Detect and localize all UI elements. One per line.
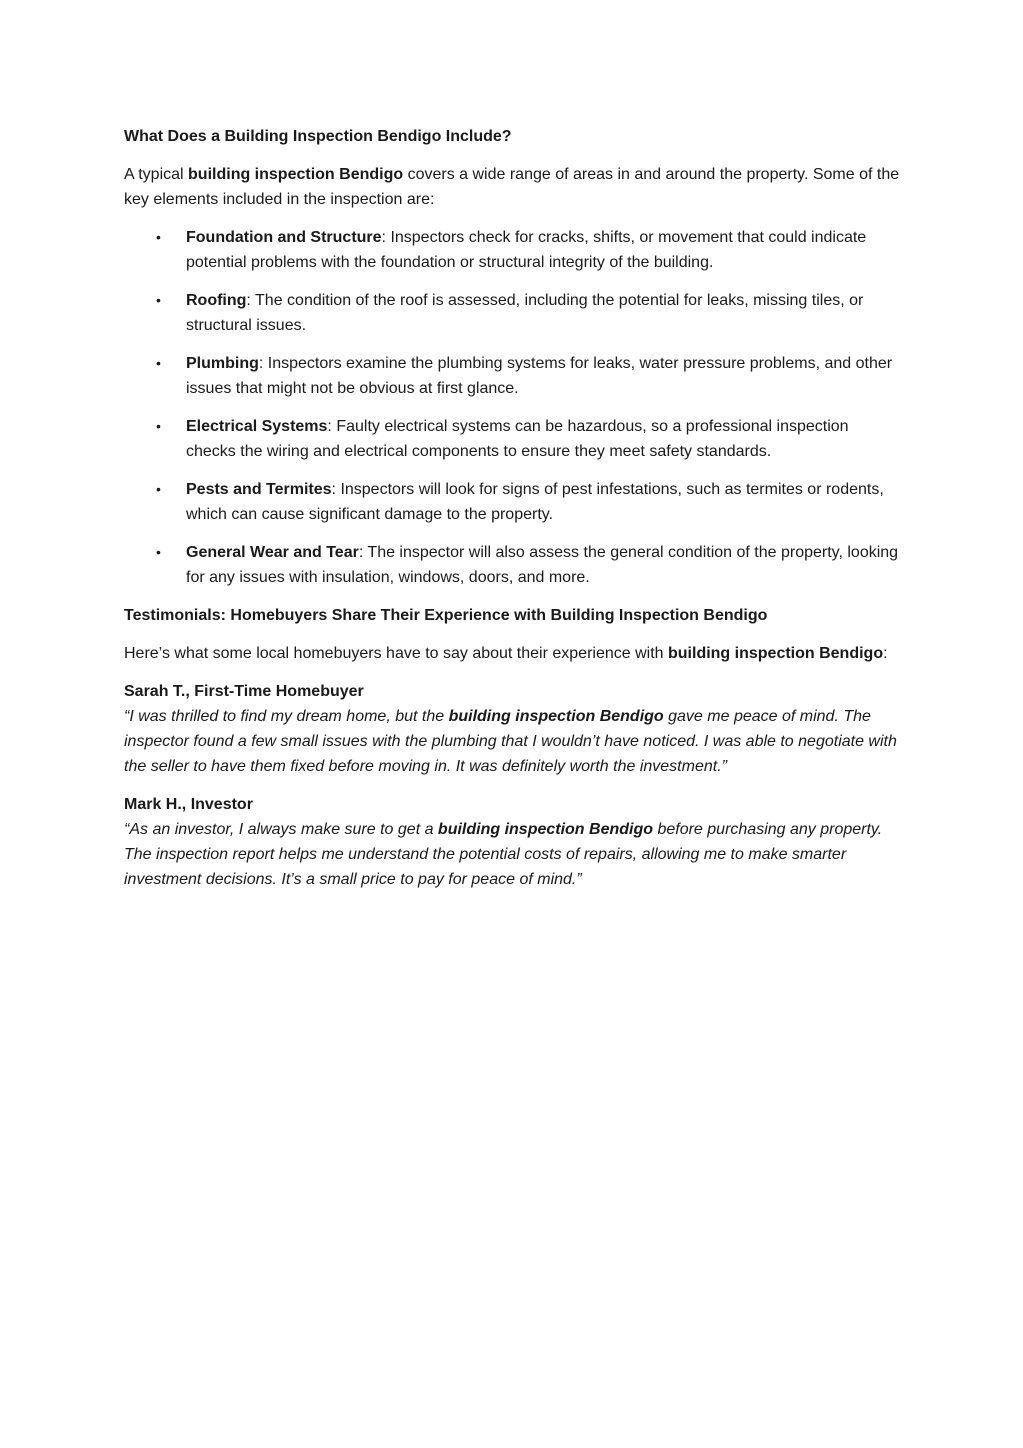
quote-text-rest: gave me peace of mind. The inspector found a few small issues with the plumbing that I wouldn’t have noticed. I was able to negotiate with the seller to have them fixed before moving in. It was definitely worth the investment.” (124, 708, 897, 775)
item-title: Roofing (186, 292, 247, 309)
intro-text: A typical (124, 166, 189, 183)
testimonial-quote (124, 817, 902, 892)
testimonial-author: Sarah T., First-Time Homebuyer (124, 683, 364, 700)
testimonial-sarah (124, 679, 902, 779)
quote-text: “I was thrilled to find my dream home, but the (124, 708, 449, 725)
quote-keyword: building inspection Bendigo (437, 821, 654, 838)
document-page (124, 124, 902, 905)
bullet-icon: • (156, 292, 161, 308)
item-text: : Inspectors will look for signs of pest infestations, such as termites or rodents, which can cause significant damage to the property. (186, 481, 884, 523)
item-text: : The inspector will also assess the general condition of the property, looking for any issues with insulation, windows, doors, and more. (186, 544, 899, 586)
bullet-icon: • (156, 544, 161, 560)
item-title: General Wear and Tear (186, 544, 359, 561)
section-heading-inspection: What Does a Building Inspection Bendigo Include? (124, 128, 512, 145)
testimonial-mark (124, 792, 902, 892)
bullet-icon: • (156, 418, 161, 434)
item-title: Electrical Systems (186, 418, 328, 435)
testimonial-author: Mark H., Investor (124, 796, 253, 813)
list-item (124, 540, 902, 590)
list-item (124, 477, 902, 527)
list-item (124, 225, 902, 275)
intro-text: Here’s what some local homebuyers have to say about their experience with (124, 645, 668, 662)
quote-text: “As an investor, I always make sure to get a (124, 821, 438, 838)
item-text: : Inspectors examine the plumbing systems for leaks, water pressure problems, and other issues that might not be obvious at first glance. (186, 355, 893, 397)
intro-keyword: building inspection Bendigo (188, 166, 404, 183)
quote-keyword: building inspection Bendigo (448, 708, 664, 725)
intro-text-rest: covers a wide range of areas in and around the property. Some of the key elements included in the inspection are: (124, 166, 900, 208)
list-item (124, 414, 902, 464)
item-text: : Faulty electrical systems can be hazardous, so a professional inspection checks the wiring and electrical components to ensure they meet safety standards. (186, 418, 849, 460)
item-title: Pests and Termites (186, 481, 332, 498)
item-title: Foundation and Structure (186, 229, 382, 246)
section-heading-testimonials: Testimonials: Homebuyers Share Their Experience with Building Inspection Bendigo (124, 607, 768, 624)
bullet-icon: • (156, 229, 161, 245)
bullet-icon: • (156, 355, 161, 371)
list-item (124, 351, 902, 401)
item-text: : The condition of the roof is assessed, including the potential for leaks, missing tiles, or structural issues. (186, 292, 864, 334)
item-text: : Inspectors check for cracks, shifts, or movement that could indicate potential problems with the foundation or structural integrity of the building. (186, 229, 867, 271)
inspection-items-list (124, 225, 902, 590)
testimonials-intro (124, 641, 902, 666)
list-item (124, 288, 902, 338)
intro-keyword: building inspection Bendigo (668, 645, 884, 662)
intro-text-rest: : (883, 645, 888, 662)
bullet-icon: • (156, 481, 161, 497)
inspection-intro (124, 162, 902, 212)
quote-text-rest: before purchasing any property. The inspection report helps me understand the potential costs of repairs, allowing me to make smarter investment decisions. It’s a small price to pay for peace of mind.” (124, 821, 883, 888)
testimonial-quote (124, 704, 902, 779)
item-title: Plumbing (186, 355, 259, 372)
